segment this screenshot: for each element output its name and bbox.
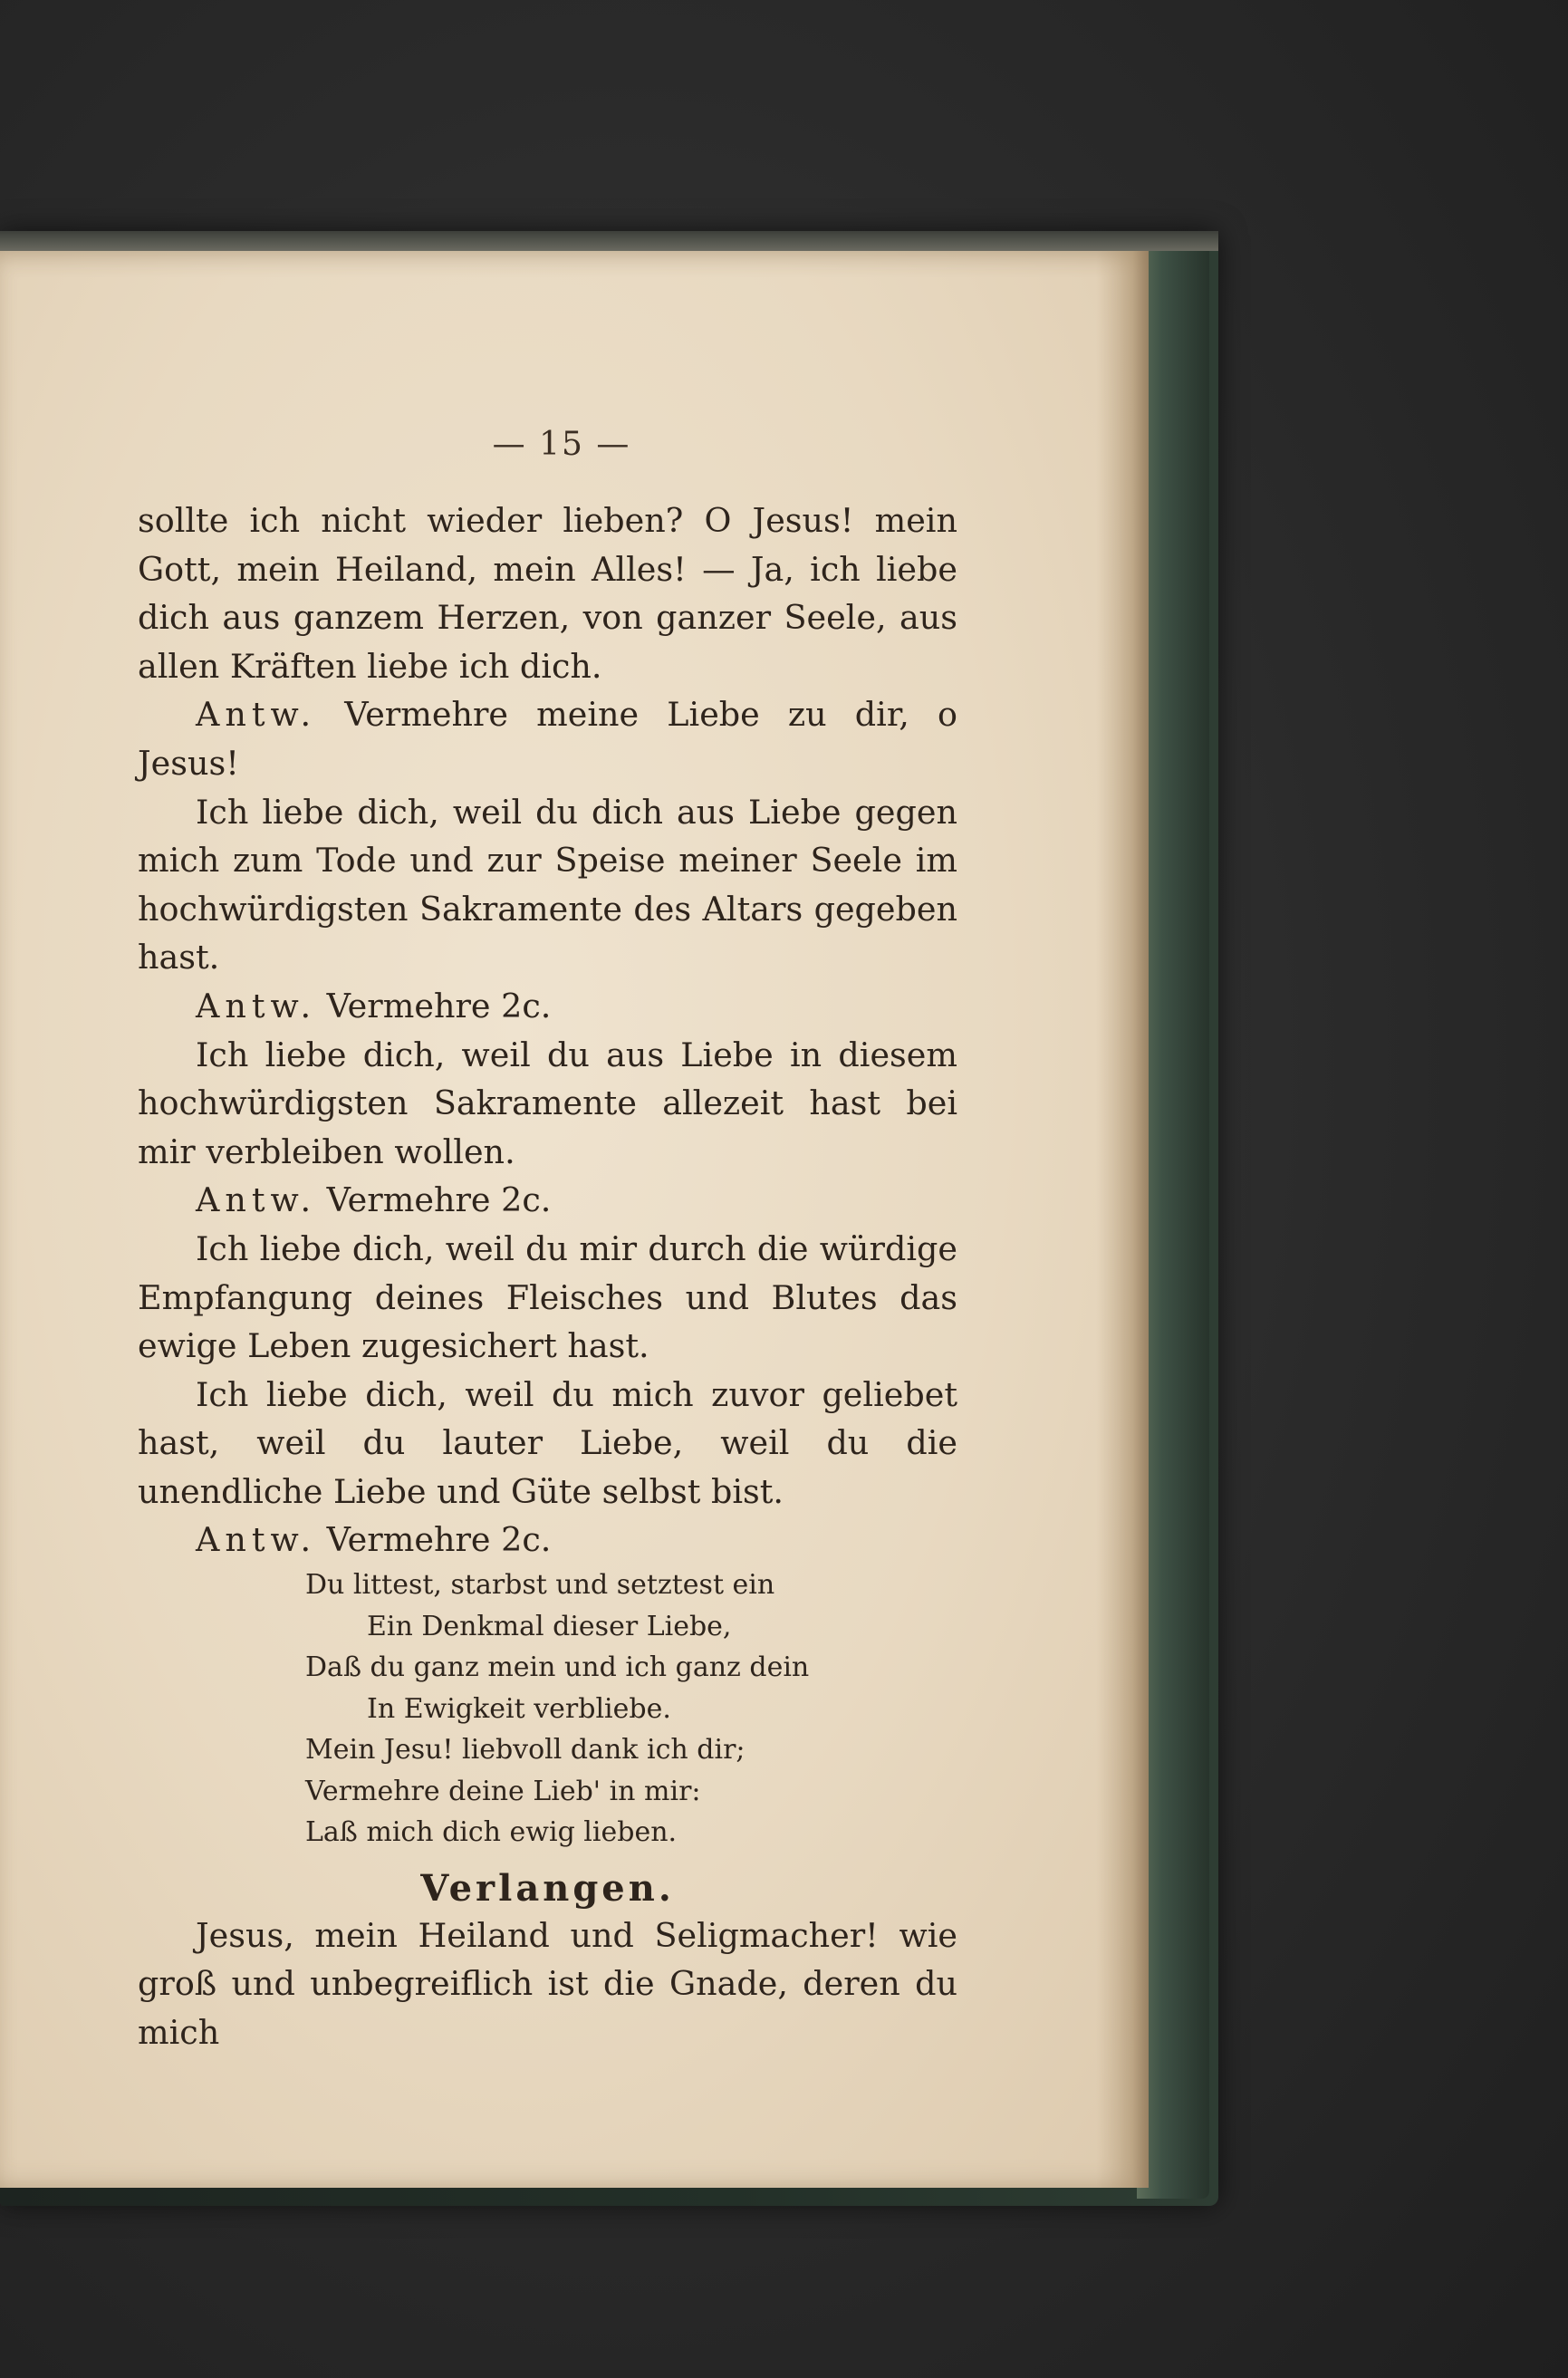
response-text: Vermehre 2c. [326, 1520, 552, 1560]
paragraph: Ich liebe dich, weil du dich aus Liebe gegen mich zum Tode und zur Speise meiner Seele im hochwürdigsten Sakramente des Altars gegeben hast. [138, 792, 957, 977]
response-label: Antw. [196, 695, 317, 735]
verse-block [138, 1564, 957, 1853]
page-number: — 15 — [492, 426, 631, 463]
response-line [138, 690, 957, 787]
paragraph: Ich liebe dich, weil du mir durch die würdige Empfangung deines Fleisches und Blutes das ewige Leben zugesichert hast. [138, 1228, 957, 1366]
response-text: Vermehre 2c. [326, 986, 552, 1025]
verse-line: Ein Denkmal dieser Liebe, [367, 1610, 732, 1642]
verse-line: Du littest, starbst und setztest ein [305, 1569, 775, 1602]
page-top-edge [0, 231, 1218, 251]
response-line [138, 982, 957, 1031]
paragraph: Ich liebe dich, weil du mich zuvor geliebet hast, weil du lauter Liebe, weil du die unendliche Liebe und Güte selbst bist. [138, 1374, 957, 1511]
response-text: Vermehre 2c. [326, 1180, 552, 1220]
paragraph: Ich liebe dich, weil du aus Liebe in diesem hochwürdigsten Sakramente allezeit hast bei mir verbleiben wollen. [138, 1035, 957, 1171]
closing-paragraph: Jesus, mein Heiland und Seligmacher! wie groß und unbegreiflich ist die Gnade, deren du mich [138, 1915, 957, 2052]
response-label: Antw. [196, 1520, 317, 1560]
response-label: Antw. [196, 1180, 317, 1220]
verse-line: Daß du ganz mein und ich ganz dein [305, 1651, 810, 1684]
page-gutter-shadow [1096, 249, 1149, 2188]
paragraph-continuation: sollte ich nicht wieder lieben? O Jesus! mein Gott, mein Heiland, mein Alles! — Ja, ich liebe dich aus ganzem Herzen, von ganzer Seele, aus allen Kräften liebe ich dich. [138, 501, 957, 686]
response-label: Antw. [196, 986, 317, 1025]
section-heading: Verlangen. [420, 1866, 675, 1910]
verse-line: Vermehre deine Lieb' in mir: [305, 1775, 701, 1807]
response-text: Vermehre meine Liebe zu dir, o Jesus! [138, 695, 957, 783]
verse-line: Mein Jesu! liebvoll dank ich dir; [305, 1734, 746, 1767]
page-text [138, 496, 957, 2056]
verse-line: Laß mich dich ewig lieben. [305, 1816, 678, 1849]
response-line [138, 1516, 957, 1564]
verse-line: In Ewigkeit verbliebe. [367, 1692, 671, 1725]
response-line [138, 1176, 957, 1225]
